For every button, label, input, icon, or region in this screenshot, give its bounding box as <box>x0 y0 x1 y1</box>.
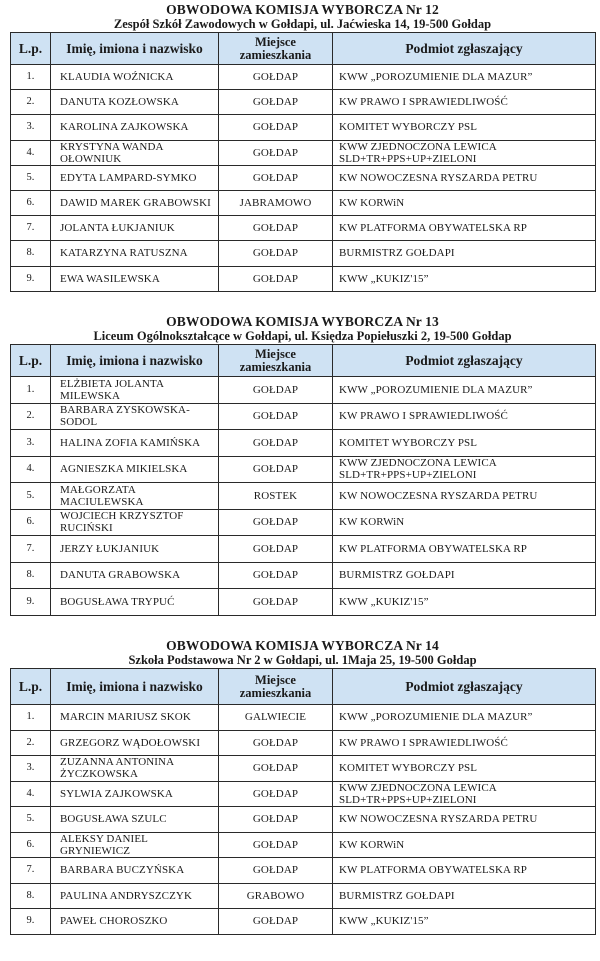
cell-name: BARBARA ZYSKOWSKA-SODOL <box>51 403 219 430</box>
table-row <box>11 509 596 536</box>
cell-place: GOŁDAP <box>219 90 333 115</box>
table-row <box>11 730 596 756</box>
cell-lp: 2. <box>11 730 51 756</box>
cell-lp: 9. <box>11 909 51 935</box>
cell-name: JERZY ŁUKJANIUK <box>51 536 219 563</box>
cell-lp: 3. <box>11 430 51 457</box>
cell-lp: 7. <box>11 216 51 241</box>
table-row <box>11 115 596 140</box>
table-row <box>11 562 596 589</box>
cell-place: GOŁDAP <box>219 909 333 935</box>
table-row <box>11 483 596 510</box>
cell-lp: 1. <box>11 377 51 404</box>
table-row <box>11 589 596 616</box>
cell-lp: 5. <box>11 483 51 510</box>
cell-lp: 9. <box>11 266 51 291</box>
cell-place: JABRAMOWO <box>219 190 333 215</box>
cell-place: GOŁDAP <box>219 858 333 884</box>
header-place: Miejsce zamieszkania <box>219 345 333 377</box>
cell-name: KLAUDIA WOŹNICKA <box>51 65 219 90</box>
cell-lp: 3. <box>11 115 51 140</box>
cell-org: KOMITET WYBORCZY PSL <box>333 115 596 140</box>
cell-org: KOMITET WYBORCZY PSL <box>333 430 596 457</box>
cell-lp: 2. <box>11 403 51 430</box>
cell-place: GOŁDAP <box>219 509 333 536</box>
cell-org: KW NOWOCZESNA RYSZARDA PETRU <box>333 483 596 510</box>
table-row <box>11 241 596 266</box>
cell-name: ZUZANNA ANTONINA ŻYCZKOWSKA <box>51 756 219 782</box>
cell-name: JOLANTA ŁUKJANIUK <box>51 216 219 241</box>
cell-place: GOŁDAP <box>219 266 333 291</box>
table-row <box>11 266 596 291</box>
cell-place: GOŁDAP <box>219 781 333 807</box>
table-header-row <box>11 33 596 65</box>
cell-org: KW KORWiN <box>333 832 596 858</box>
cell-place: ROSTEK <box>219 483 333 510</box>
cell-org: KW PRAWO I SPRAWIEDLIWOŚĆ <box>333 730 596 756</box>
header-place: Miejsce zamieszkania <box>219 33 333 65</box>
cell-org: BURMISTRZ GOŁDAPI <box>333 883 596 909</box>
members-table <box>10 668 596 935</box>
cell-lp: 4. <box>11 456 51 483</box>
table-header-row <box>11 345 596 377</box>
cell-place: GOŁDAP <box>219 140 333 165</box>
cell-org: KOMITET WYBORCZY PSL <box>333 756 596 782</box>
cell-org: KWW „POROZUMIENIE DLA MAZUR” <box>333 65 596 90</box>
cell-lp: 3. <box>11 756 51 782</box>
cell-place: GOŁDAP <box>219 456 333 483</box>
header-name: Imię, imiona i nazwisko <box>51 669 219 705</box>
cell-lp: 4. <box>11 781 51 807</box>
table-row <box>11 909 596 935</box>
cell-name: DANUTA KOZŁOWSKA <box>51 90 219 115</box>
cell-lp: 4. <box>11 140 51 165</box>
cell-org: KW PLATFORMA OBYWATELSKA RP <box>333 216 596 241</box>
cell-lp: 5. <box>11 807 51 833</box>
cell-name: MARCIN MARIUSZ SKOK <box>51 705 219 731</box>
header-org: Podmiot zgłaszający <box>333 33 596 65</box>
cell-name: ALEKSY DANIEL GRYNIEWICZ <box>51 832 219 858</box>
cell-org: KWW „KUKIZ'15” <box>333 589 596 616</box>
cell-org: KW KORWiN <box>333 509 596 536</box>
cell-name: GRZEGORZ WĄDOŁOWSKI <box>51 730 219 756</box>
cell-place: GOŁDAP <box>219 165 333 190</box>
cell-place: GOŁDAP <box>219 65 333 90</box>
commission-14-section <box>10 638 595 935</box>
members-table <box>10 32 596 292</box>
cell-name: AGNIESZKA MIKIELSKA <box>51 456 219 483</box>
header-lp: L.p. <box>11 669 51 705</box>
header-org: Podmiot zgłaszający <box>333 345 596 377</box>
commission-title: OBWODOWA KOMISJA WYBORCZA Nr 12 <box>166 2 439 17</box>
cell-lp: 1. <box>11 65 51 90</box>
cell-org: KW PLATFORMA OBYWATELSKA RP <box>333 536 596 563</box>
cell-name: MAŁGORZATA MACIULEWSKA <box>51 483 219 510</box>
table-row <box>11 90 596 115</box>
table-row <box>11 705 596 731</box>
cell-place: GOŁDAP <box>219 115 333 140</box>
members-table <box>10 344 596 616</box>
commission-title: OBWODOWA KOMISJA WYBORCZA Nr 14 <box>166 638 439 653</box>
cell-name: SYLWIA ZAJKOWSKA <box>51 781 219 807</box>
cell-lp: 7. <box>11 858 51 884</box>
commission-address: Szkoła Podstawowa Nr 2 w Gołdapi, ul. 1Maja 25, 19-500 Gołdap <box>128 653 477 667</box>
cell-name: PAWEŁ CHOROSZKO <box>51 909 219 935</box>
table-row <box>11 377 596 404</box>
commission-title: OBWODOWA KOMISJA WYBORCZA Nr 13 <box>166 314 439 329</box>
commission-address: Zespół Szkół Zawodowych w Gołdapi, ul. Jaćwieska 14, 19-500 Gołdap <box>113 17 492 31</box>
header-org: Podmiot zgłaszający <box>333 669 596 705</box>
cell-place: GOŁDAP <box>219 589 333 616</box>
cell-lp: 1. <box>11 705 51 731</box>
cell-place: GOŁDAP <box>219 216 333 241</box>
cell-org: KW NOWOCZESNA RYSZARDA PETRU <box>333 807 596 833</box>
table-row <box>11 807 596 833</box>
cell-place: GOŁDAP <box>219 403 333 430</box>
commission-12-section <box>10 2 595 292</box>
cell-org: BURMISTRZ GOŁDAPI <box>333 241 596 266</box>
cell-name: DAWID MAREK GRABOWSKI <box>51 190 219 215</box>
cell-org: KW PLATFORMA OBYWATELSKA RP <box>333 858 596 884</box>
cell-name: PAULINA ANDRYSZCZYK <box>51 883 219 909</box>
table-row <box>11 756 596 782</box>
table-row <box>11 403 596 430</box>
table-row <box>11 165 596 190</box>
cell-place: GOŁDAP <box>219 730 333 756</box>
table-row <box>11 832 596 858</box>
cell-place: GRABOWO <box>219 883 333 909</box>
header-name: Imię, imiona i nazwisko <box>51 33 219 65</box>
cell-org: KW PRAWO I SPRAWIEDLIWOŚĆ <box>333 90 596 115</box>
cell-place: GOŁDAP <box>219 807 333 833</box>
cell-place: GOŁDAP <box>219 756 333 782</box>
cell-name: BOGUSŁAWA SZULC <box>51 807 219 833</box>
cell-lp: 9. <box>11 589 51 616</box>
table-row <box>11 65 596 90</box>
cell-org: BURMISTRZ GOŁDAPI <box>333 562 596 589</box>
table-header-row <box>11 669 596 705</box>
cell-name: BARBARA BUCZYŃSKA <box>51 858 219 884</box>
cell-lp: 8. <box>11 562 51 589</box>
cell-lp: 6. <box>11 509 51 536</box>
cell-place: GOŁDAP <box>219 430 333 457</box>
cell-name: ELŻBIETA JOLANTA MILEWSKA <box>51 377 219 404</box>
table-row <box>11 140 596 165</box>
header-place: Miejsce zamieszkania <box>219 669 333 705</box>
cell-lp: 2. <box>11 90 51 115</box>
cell-org: KWW ZJEDNOCZONA LEWICA SLD+TR+PPS+UP+ZIELONI <box>333 781 596 807</box>
cell-place: GOŁDAP <box>219 832 333 858</box>
cell-place: GOŁDAP <box>219 241 333 266</box>
cell-lp: 6. <box>11 832 51 858</box>
cell-lp: 8. <box>11 883 51 909</box>
cell-place: GOŁDAP <box>219 562 333 589</box>
table-row <box>11 216 596 241</box>
cell-name: HALINA ZOFIA KAMIŃSKA <box>51 430 219 457</box>
table-row <box>11 536 596 563</box>
cell-org: KWW ZJEDNOCZONA LEWICA SLD+TR+PPS+UP+ZIELONI <box>333 456 596 483</box>
cell-org: KW NOWOCZESNA RYSZARDA PETRU <box>333 165 596 190</box>
cell-name: EDYTA LAMPARD-SYMKO <box>51 165 219 190</box>
cell-lp: 5. <box>11 165 51 190</box>
cell-org: KWW „KUKIZ'15” <box>333 266 596 291</box>
cell-name: WOJCIECH KRZYSZTOF RUCIŃSKI <box>51 509 219 536</box>
commission-13-section <box>10 314 595 616</box>
table-row <box>11 858 596 884</box>
cell-name: EWA WASILEWSKA <box>51 266 219 291</box>
cell-place: GALWIECIE <box>219 705 333 731</box>
cell-name: KATARZYNA RATUSZNA <box>51 241 219 266</box>
cell-name: KRYSTYNA WANDA OŁOWNIUK <box>51 140 219 165</box>
table-row <box>11 190 596 215</box>
commission-address: Liceum Ogólnokształcące w Gołdapi, ul. Księdza Popiełuszki 2, 19-500 Gołdap <box>93 329 512 343</box>
cell-lp: 7. <box>11 536 51 563</box>
cell-place: GOŁDAP <box>219 536 333 563</box>
cell-name: DANUTA GRABOWSKA <box>51 562 219 589</box>
cell-name: BOGUSŁAWA TRYPUĆ <box>51 589 219 616</box>
cell-org: KW KORWiN <box>333 190 596 215</box>
cell-org: KW PRAWO I SPRAWIEDLIWOŚĆ <box>333 403 596 430</box>
table-row <box>11 781 596 807</box>
cell-lp: 8. <box>11 241 51 266</box>
cell-org: KWW ZJEDNOCZONA LEWICA SLD+TR+PPS+UP+ZIELONI <box>333 140 596 165</box>
table-row <box>11 456 596 483</box>
cell-org: KWW „POROZUMIENIE DLA MAZUR” <box>333 377 596 404</box>
table-row <box>11 430 596 457</box>
header-lp: L.p. <box>11 345 51 377</box>
header-name: Imię, imiona i nazwisko <box>51 345 219 377</box>
cell-org: KWW „POROZUMIENIE DLA MAZUR” <box>333 705 596 731</box>
cell-org: KWW „KUKIZ'15” <box>333 909 596 935</box>
cell-name: KAROLINA ZAJKOWSKA <box>51 115 219 140</box>
cell-lp: 6. <box>11 190 51 215</box>
table-row <box>11 883 596 909</box>
header-lp: L.p. <box>11 33 51 65</box>
cell-place: GOŁDAP <box>219 377 333 404</box>
